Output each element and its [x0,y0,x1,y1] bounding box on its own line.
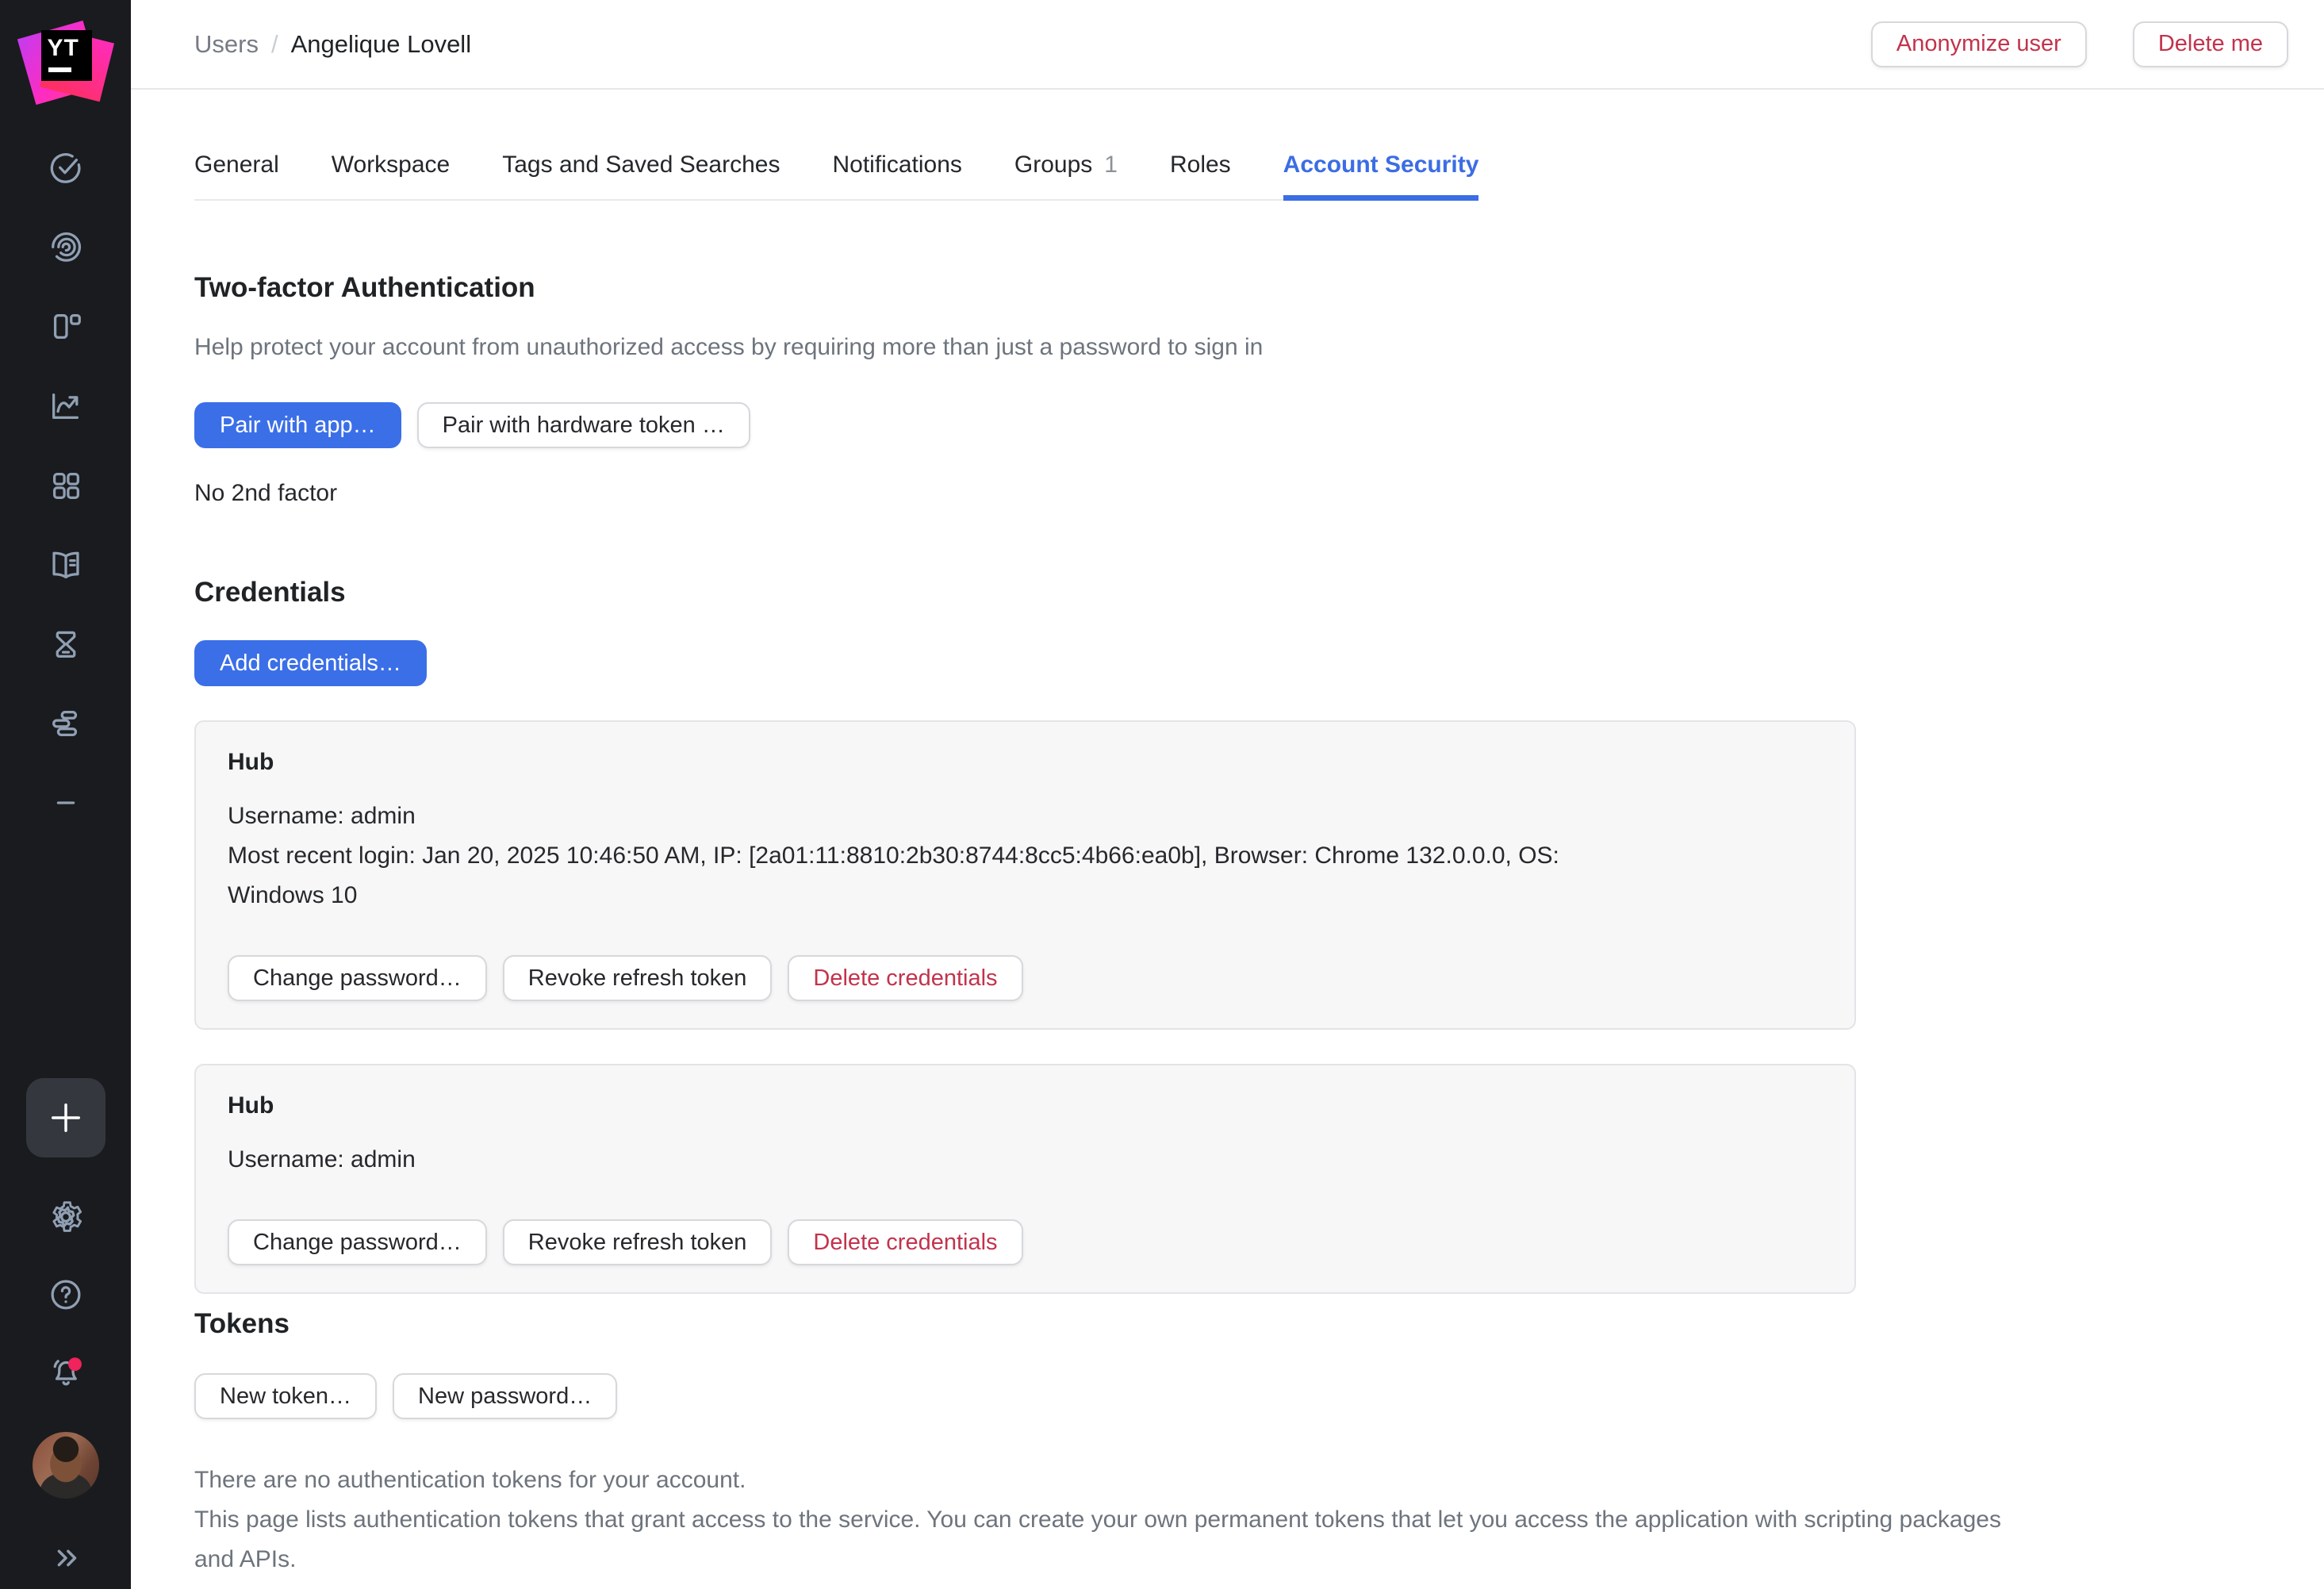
tab-workspace[interactable]: Workspace [331,152,451,178]
plus-icon [45,1097,86,1138]
breadcrumb-users-link[interactable]: Users [194,29,259,58]
gantt-icon[interactable] [48,705,84,742]
logo-text: YT [47,35,79,61]
new-password-button[interactable]: New password… [393,1373,617,1419]
tab-tags-saved-searches[interactable]: Tags and Saved Searches [502,152,780,178]
topbar-actions [1871,21,2288,67]
credential-username: Username: admin [228,1146,416,1173]
grid-icon[interactable] [48,467,84,504]
credential-card [194,1064,1856,1294]
logo-underscore [48,67,71,72]
tab-account-security[interactable]: Account Security [1283,152,1479,199]
breadcrumb-current-user: Angelique Lovell [290,29,472,58]
tab-groups[interactable]: Groups 1 [1014,152,1118,178]
breadcrumb-separator: / [270,29,278,58]
book-icon[interactable] [48,547,84,583]
create-button[interactable] [26,1078,105,1157]
credential-card-title: Hub [228,749,274,775]
credential-card-info [228,796,1632,915]
add-credentials-button[interactable]: Add credentials… [194,640,427,686]
tab-roles[interactable]: Roles [1169,152,1231,178]
change-password-button[interactable]: Change password… [228,1219,487,1265]
main-area [131,0,2324,1589]
sidebar [0,0,131,1589]
tokens-heading: Tokens [194,1308,290,1339]
expand-icon[interactable] [48,1540,84,1576]
two-factor-description: Help protect your account from unauthorized access by requiring more than just a password to sign in [194,334,1264,360]
credential-last-login: Most recent login: Jan 20, 2025 10:46:50 AM, IP: [2a01:11:8810:2b30:8744:8cc5:4b66:ea0b], Browser: Chrome 132.0.0.0, OS: Windows 10 [228,842,1559,908]
delete-credentials-button[interactable]: Delete credentials [788,955,1022,1001]
spiral-icon[interactable] [48,229,84,266]
chart-trend-icon[interactable] [48,388,84,424]
dash-icon[interactable] [48,785,84,821]
revoke-refresh-token-button[interactable]: Revoke refresh token [503,955,773,1001]
board-icon[interactable] [48,309,84,345]
second-factor-status: No 2nd factor [194,480,338,506]
revoke-refresh-token-button[interactable]: Revoke refresh token [503,1219,773,1265]
avatar[interactable] [33,1432,99,1499]
tokens-actions [194,1373,2284,1419]
gear-icon[interactable] [48,1199,84,1235]
tokens-description: This page lists authentication tokens that grant access to the service. You can create your own permanent tokens that let you access the application with scripting packages and APIs. [194,1506,2001,1572]
tab-general[interactable]: General [194,152,279,178]
help-icon[interactable] [48,1276,84,1313]
tab-bar [194,152,1478,201]
tokens-empty-state [194,1460,2284,1579]
credential-card [194,720,1856,1030]
bell-icon[interactable] [48,1354,84,1391]
sidebar-bottom [26,1078,105,1589]
logo-square [41,30,92,81]
credentials-actions [194,640,2284,686]
tokens-empty-message: There are no authentication tokens for your account. [194,1467,746,1493]
credential-card-actions [228,955,1823,1001]
tab-notifications[interactable]: Notifications [832,152,962,178]
page-content [131,90,2324,1579]
groups-count-badge: 1 [1104,152,1118,178]
new-token-button[interactable]: New token… [194,1373,377,1419]
two-factor-actions [194,402,2284,448]
credential-card-info [228,1140,1632,1180]
credentials-heading: Credentials [194,577,346,608]
delete-me-button[interactable]: Delete me [2133,21,2288,67]
check-circle-icon[interactable] [48,150,84,186]
sidebar-nav [48,150,84,821]
youtrack-logo[interactable] [24,19,108,105]
topbar [131,0,2324,90]
credential-username: Username: admin [228,803,416,829]
credential-card-title: Hub [228,1092,274,1119]
change-password-button[interactable]: Change password… [228,955,487,1001]
credential-card-actions [228,1219,1823,1265]
two-factor-heading: Two-factor Authentication [194,272,535,303]
breadcrumb [194,30,471,59]
pair-with-hardware-token-button[interactable]: Pair with hardware token … [417,402,750,448]
anonymize-user-button[interactable]: Anonymize user [1871,21,2087,67]
delete-credentials-button[interactable]: Delete credentials [788,1219,1022,1265]
hourglass-icon[interactable] [48,626,84,662]
pair-with-app-button[interactable]: Pair with app… [194,402,401,448]
